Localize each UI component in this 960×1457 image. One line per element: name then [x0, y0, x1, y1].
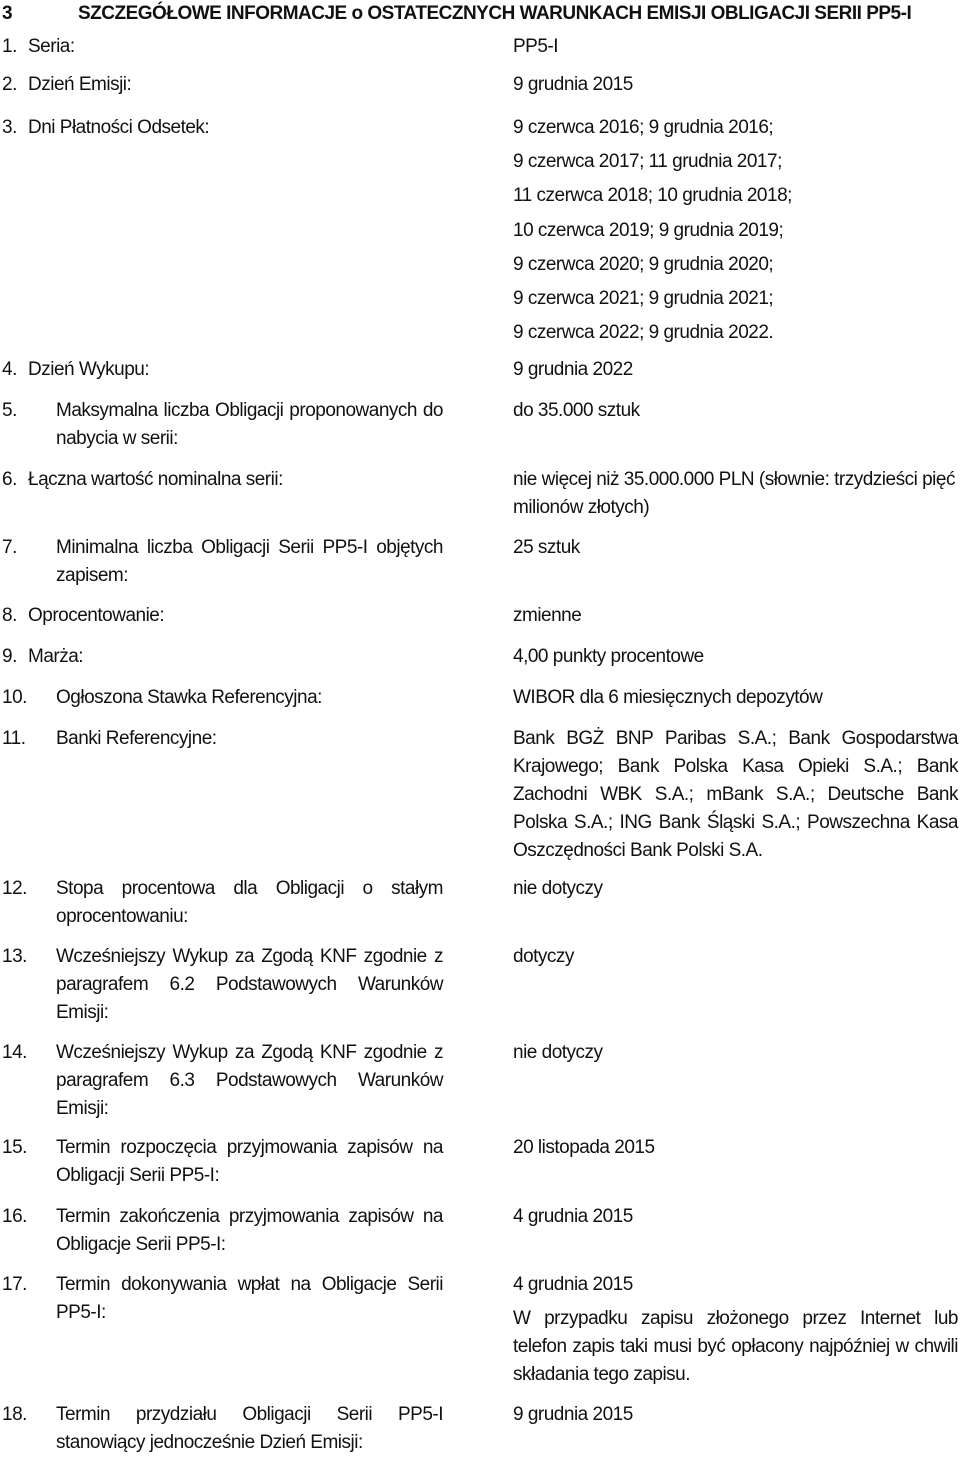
term-number: 5.	[2, 400, 17, 421]
term-label: Termin dokonywania wpłat na Obligacje Serii PP5-I:	[56, 1274, 443, 1323]
term-label: Ogłoszona Stawka Referencyjna:	[56, 687, 322, 708]
term-value: 20 listopada 2015	[513, 1137, 655, 1158]
term-number: 16.	[2, 1206, 27, 1227]
term-value-group	[513, 1271, 958, 1389]
payment-note: W przypadku zapisu złożonego przez Internet lub telefon zapis taki musi być opłacony najpóźniej w chwili składania tego zapisu.	[513, 1308, 958, 1385]
term-number: 3.	[2, 117, 17, 138]
term-value: PP5-I	[513, 36, 559, 57]
term-number: 14.	[2, 1042, 27, 1063]
term-label: Dni Płatności Odsetek:	[28, 117, 210, 138]
term-label: Maksymalna liczba Obligacji proponowanych do nabycia w serii:	[56, 400, 443, 449]
term-number: 13.	[2, 946, 27, 967]
term-number: 8.	[2, 605, 17, 626]
term-number: 15.	[2, 1137, 27, 1158]
payment-dates-line: 9 czerwca 2022; 9 grudnia 2022.	[513, 322, 774, 344]
term-value: 4 grudnia 2015	[513, 1206, 633, 1227]
section-number: 3	[2, 3, 13, 24]
term-number: 2.	[2, 74, 17, 95]
term-number: 17.	[2, 1274, 27, 1295]
payment-dates-line: 9 czerwca 2016; 9 grudnia 2016;	[513, 117, 774, 138]
term-number: 4.	[2, 359, 17, 380]
term-number: 18.	[2, 1404, 27, 1425]
payment-dates-line: 9 czerwca 2021; 9 grudnia 2021;	[513, 288, 774, 310]
term-number: 12.	[2, 878, 27, 899]
payment-dates-line: 9 czerwca 2020; 9 grudnia 2020;	[513, 253, 774, 275]
term-label: Minimalna liczba Obligacji Serii PP5-I objętych zapisem:	[56, 537, 443, 586]
term-value: 4 grudnia 2015	[513, 1274, 633, 1295]
term-value: nie więcej niż 35.000.000 PLN (słownie: trzydzieści pięć milionów złotych)	[513, 469, 955, 518]
term-label: Marża:	[28, 646, 84, 667]
term-number: 1.	[2, 36, 17, 57]
term-label: Oprocentowanie:	[28, 605, 165, 626]
term-number: 6.	[2, 469, 17, 490]
term-number: 11.	[2, 728, 26, 749]
term-value: 9 grudnia 2015	[513, 74, 633, 95]
term-value: nie dotyczy	[513, 878, 603, 899]
term-label: Termin rozpoczęcia przyjmowania zapisów na Obligacji Serii PP5-I:	[56, 1137, 443, 1186]
payment-dates-line: 10 czerwca 2019; 9 grudnia 2019;	[513, 219, 784, 241]
interest-payment-dates	[513, 111, 958, 350]
term-value: 9 grudnia 2022	[513, 359, 633, 380]
section-title: SZCZEGÓŁOWE INFORMACJE o OSTATECZNYCH WARUNKACH EMISJI OBLIGACJI SERII PP5-I	[78, 3, 912, 24]
term-label: Seria:	[28, 36, 75, 57]
term-value: dotyczy	[513, 946, 574, 967]
term-number: 9.	[2, 646, 17, 667]
term-label: Banki Referencyjne:	[56, 728, 217, 749]
term-value: 4,00 punkty procentowe	[513, 646, 704, 667]
term-value: 9 grudnia 2015	[513, 1404, 633, 1425]
term-label: Dzień Wykupu:	[28, 359, 150, 380]
reference-banks-list: Bank BGŻ BNP Paribas S.A.; Bank Gospodarstwa Krajowego; Bank Polska Kasa Opieki S.A.; Bank Zachodni WBK S.A.; mBank S.A.; Deutsche Bank Polska S.A.; ING Bank Śląski S.A.; Powszechna Kasa Oszczędności Bank Polski S.A.	[513, 728, 958, 861]
term-value: WIBOR dla 6 miesięcznych depozytów	[513, 687, 823, 708]
term-label: Dzień Emisji:	[28, 74, 132, 95]
term-number: 7.	[2, 537, 17, 558]
term-label: Łączna wartość nominalna serii:	[28, 469, 283, 490]
term-value: nie dotyczy	[513, 1042, 603, 1063]
term-value: do 35.000 sztuk	[513, 400, 640, 421]
term-label: Stopa procentowa dla Obligacji o stałym oprocentowaniu:	[56, 878, 443, 927]
payment-dates-line: 9 czerwca 2017; 11 grudnia 2017;	[513, 151, 782, 173]
term-number: 10.	[2, 687, 27, 708]
term-label: Wcześniejszy Wykup za Zgodą KNF zgodnie z paragrafem 6.3 Podstawowych Warunków Emisji:	[56, 1042, 443, 1119]
payment-dates-line: 11 czerwca 2018; 10 grudnia 2018;	[513, 185, 792, 207]
term-label: Termin zakończenia przyjmowania zapisów na Obligacje Serii PP5-I:	[56, 1206, 443, 1255]
term-label: Wcześniejszy Wykup za Zgodą KNF zgodnie z paragrafem 6.2 Podstawowych Warunków Emisji:	[56, 946, 443, 1023]
term-value: zmienne	[513, 605, 582, 626]
term-label: Termin przydziału Obligacji Serii PP5-I stanowiący jednocześnie Dzień Emisji:	[56, 1404, 443, 1453]
term-value: 25 sztuk	[513, 537, 580, 558]
